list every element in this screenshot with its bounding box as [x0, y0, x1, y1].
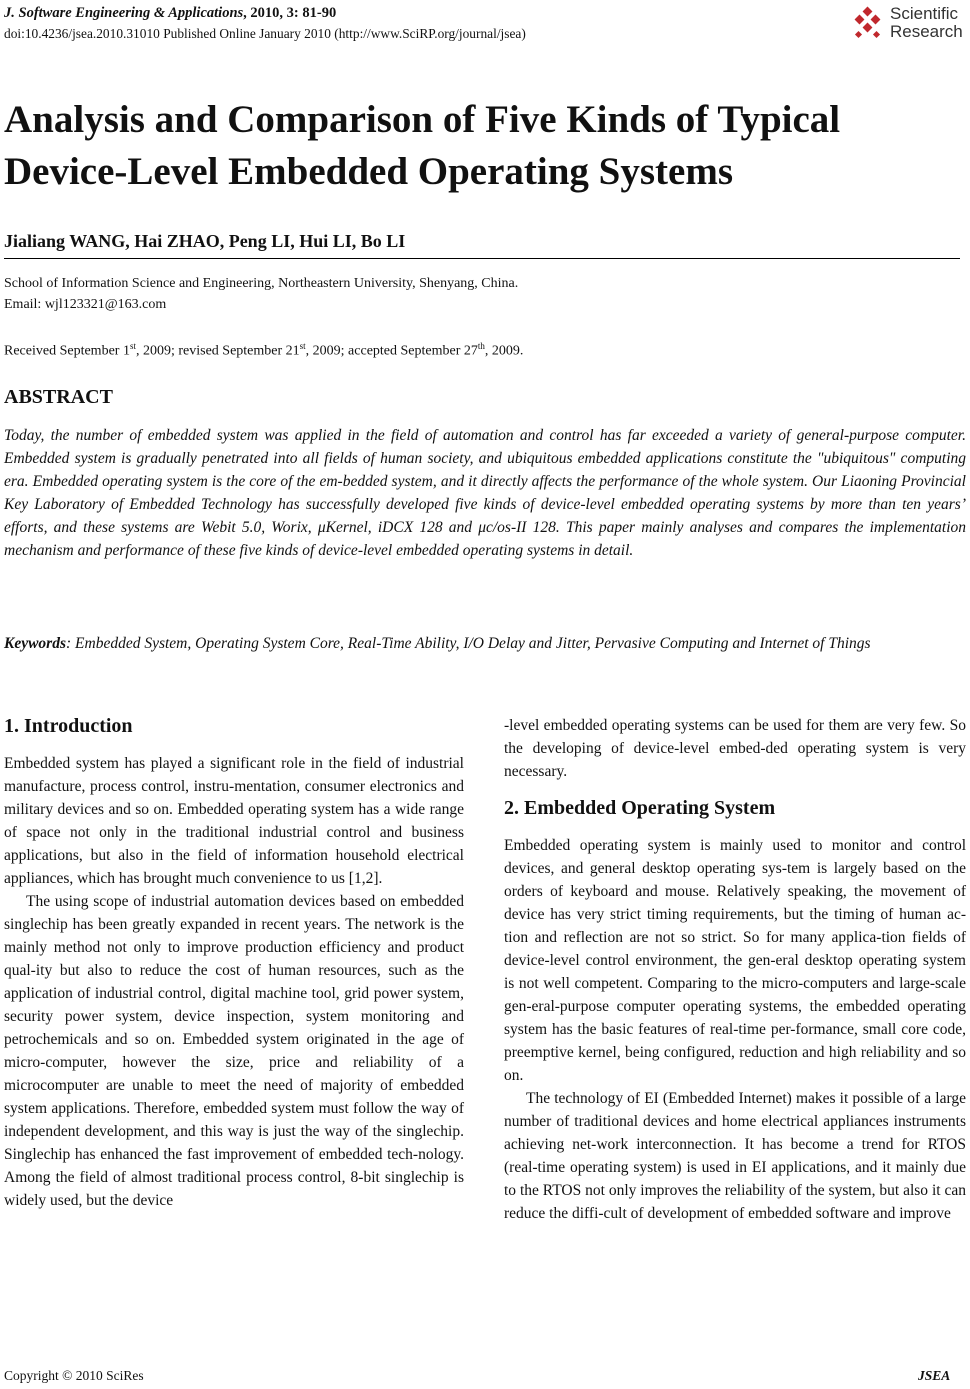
- author-divider: [4, 258, 960, 259]
- received-sup: st: [129, 341, 136, 351]
- journal-name: J. Software Engineering & Applications: [4, 5, 244, 21]
- publisher-logo: [850, 2, 968, 44]
- logo-word-research: Research: [890, 22, 963, 41]
- footer-journal: JSEA: [918, 1368, 951, 1383]
- publisher-logo-icon: [850, 6, 886, 42]
- left-column: [4, 752, 464, 1212]
- title-line-1: Analysis and Comparison of Five Kinds of Typical: [4, 98, 841, 141]
- author-list: Jialiang WANG, Hai ZHAO, Peng LI, Hui LI, Bo LI: [4, 231, 406, 251]
- right-column: [504, 834, 966, 1225]
- intro-paragraph-2: The using scope of industrial automation devices based on embedded singlechip has been greatly expanded in recent years. The network is the mainly method not only to improve production efficiency and product qual-ity but also to reduce the cost of human resources, such as the application of industrial control, digital machine tool, grid power system, security power system, device inspection, system monitoring and petrochemicals and so on. Embedded system originated in the age of micro-computer, however the size, price and reliability of a microcomputer are unable to meet the need of majority of embedded system applications. Therefore, embedded system must follow the way of independent development, and this way is just the way of the singlechip. Singlechip has enhanced the fast improvement of embedded tech-nology. Among the field of almost traditional process control, 8-bit singlechip is widely used, but the device: [4, 893, 464, 1209]
- received-text: Received September 1: [4, 343, 130, 359]
- contact-email: Email: wjl123321@163.com: [4, 297, 167, 312]
- section-heading-introduction: 1. Introduction: [4, 715, 133, 737]
- right-column-continuation: [504, 714, 966, 783]
- revised-text: , 2009; revised September 21: [135, 343, 300, 359]
- keywords-label: Keywords: [4, 635, 66, 652]
- affiliation: School of Information Science and Engineering, Northeastern University, Shenyang, China.: [4, 276, 519, 291]
- title-line-2: Device-Level Embedded Operating Systems: [4, 150, 734, 193]
- section-heading-embedded-os: 2. Embedded Operating System: [504, 797, 776, 819]
- accepted-sup: th: [477, 341, 485, 351]
- logo-word-scientific: Scientific: [890, 4, 959, 23]
- paper-title: [4, 94, 966, 198]
- eos-paragraph-2: The technology of EI (Embedded Internet) makes it possible of a large number of traditional devices and home electrical appliances instruments achieving net-work interconnection. It has become a trend for RTOS (real-time operating system) is used in EI applications, and it mainly due to the RTOS not only improves the reliability of the system, but also it can reduce the diffi-cult of development of embedded software and improve: [504, 1090, 966, 1222]
- footer-copyright: Copyright © 2010 SciRes: [4, 1368, 144, 1383]
- intro-paragraph-continued: -level embedded operating systems can be used for them are very few. So the developing of device-level embed-ded operating system is very necessary.: [504, 717, 966, 780]
- abstract-text: Today, the number of embedded system was applied in the field of automation and control has far exceeded a variety of general-purpose computer. Embedded system is gradually penetrated into all fields of human society, and ubiquitous embedded applications constitute the "ubiquitous" computing era. Embedded operating system is the core of the em-bedded system, and it directly affects the performance of the whole system. Our Liaoning Provincial Key Laboratory of Embedded Technology has successfully developed five kinds of device-level embedded operating systems by more than ten years’ efforts, and these systems are Webit 5.0, Worix, μKernel, iDCX 128 and μc/os-II 128. This paper mainly analyses and compares the implementation mechanism and performance of these five kinds of device-level embedded operating systems in detail.: [4, 427, 966, 559]
- abstract-heading: ABSTRACT: [4, 386, 113, 408]
- doi-line: doi:10.4236/jsea.2010.31010 Published Online January 2010 (http://www.SciRP.org/journal/jsea): [4, 26, 526, 41]
- keywords: [4, 632, 966, 655]
- accepted-year: , 2009.: [484, 343, 524, 359]
- intro-paragraph-1: Embedded system has played a significant role in the field of industrial manufacture, process control, instru-mentation, consumer electronics and military devices and so on. Embedded operating system has a wide range of space not only in the traditional industrial control and business applications, but also in the field of information household electrical appliances, which has brought much convenience to us [1,2].: [4, 755, 464, 887]
- eos-paragraph-1: Embedded operating system is mainly used to monitor and control devices, and general desktop operating sys-tem is largely based on the orders of keyboard and mouse. Relatively speaking, the movement of device has very strict timing requirements, but the timing of human ac-tion and reflection are not so strict. So for many applica-tion fields of device-level control environment, the gen-eral desktop operating system is not well competent. Comparing to the micro-computers and large-scale gen-eral-purpose computer operating systems, the embedded operating system has the basic features of real-time per-formance, small core code, preemptive kernel, being configured, reduction and high reliability and so on.: [504, 837, 966, 1084]
- journal-citation: [4, 4, 336, 22]
- accepted-text: , 2009; accepted September 27: [305, 343, 478, 359]
- revised-sup: st: [299, 341, 306, 351]
- journal-volume: , 2010, 3: 81-90: [243, 5, 337, 21]
- received-dates: [4, 337, 523, 361]
- keywords-list: : Embedded System, Operating System Core, Real-Time Ability, I/O Delay and Jitter, Pervasive Computing and Internet of Things: [66, 635, 871, 652]
